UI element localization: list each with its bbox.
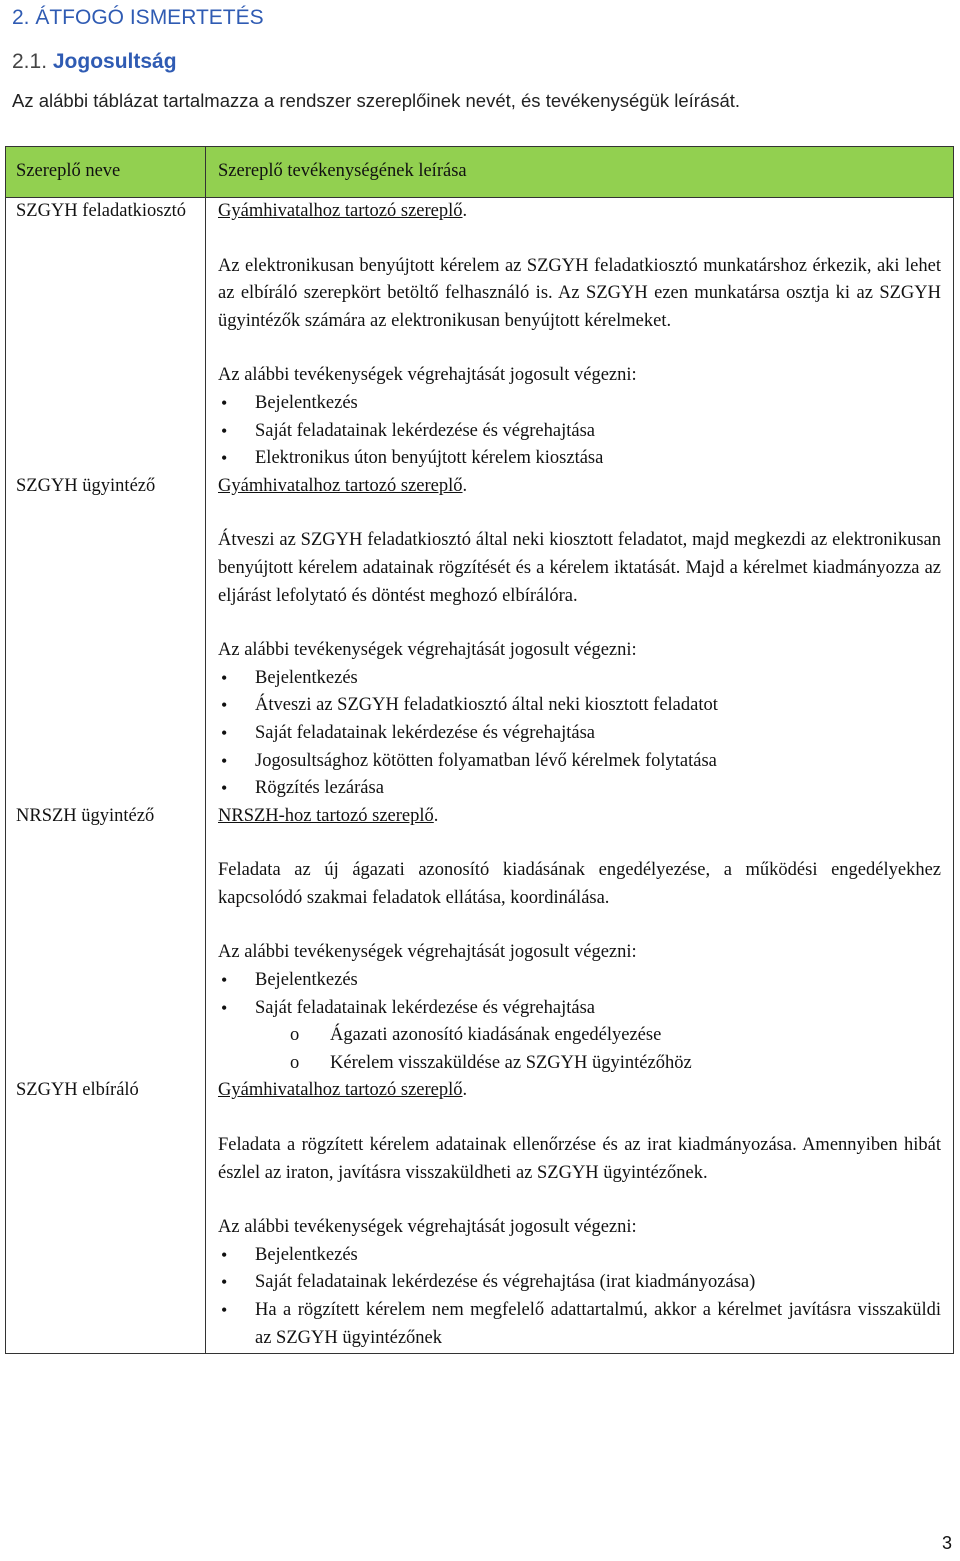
subsection-heading [12,50,177,74]
list-intro: Az alábbi tevékenységek végrehajtását jogosult végezni: [218,942,637,963]
role-name-cell: SZGYH feladatkiosztó [6,198,206,473]
list-item: • Saját feladatainak lekérdezése és végrehajtása [218,995,941,1023]
list-intro: Az alábbi tevékenységek végrehajtását jogosult végezni: [218,365,637,386]
list-item: • Saját feladatainak lekérdezése és végrehajtása [218,418,941,446]
role-desc-cell: Gyámhivatalhoz tartozó szereplő. Feladata a rögzített kérelem adatainak ellenőrzése és az irat kiadmányozása. Amennyiben hibát észlel az iraton, javításra visszaküldheti az SZGYH ügyintézőnek. Az alábbi tevékenységek végrehajtását jogosult végezni: • Bejelentkezés • Saját feladatainak lekérdezése és végrehajtása (irat kiadmányozása) • Ha a rögzített kérelem nem megfelelő adattartalmú, akkor a kérelmet javításra visszaküldi az SZGYH ügyintézőnek [206,1077,954,1353]
role-affiliation: Gyámhivatalhoz tartozó szereplő [218,1080,463,1101]
role-name-cell: SZGYH elbíráló [6,1077,206,1353]
list-item: • Elektronikus úton benyújtott kérelem kiosztása [218,445,941,473]
list-item: • Bejelentkezés [218,967,941,995]
list-item: • Átveszi az SZGYH feladatkiosztó által neki kiosztott feladatot [218,692,941,720]
page-number: 3 [941,1533,952,1553]
header-desc: Szereplő tevékenységének leírása [206,147,954,198]
list-intro: Az alábbi tevékenységek végrehajtását jogosult végezni: [218,1217,637,1238]
list-item: • Rögzítés lezárása [218,775,941,803]
role-desc-cell: Gyámhivatalhoz tartozó szereplő. Az elektronikusan benyújtott kérelem az SZGYH feladatkiosztó munkatárshoz érkezik, aki lehet az elbíráló szerepkört betöltő felhasználó is. Az SZGYH ezen munkatársa osztja ki az SZGYH ügyintézők számára az elektronikusan benyújtott kérelmeket. Az alábbi tevékenységek végrehajtását jogosult végezni: • Bejelentkezés • Saját feladatainak lekérdezése és végrehajtása • Elektronikus úton benyújtott kérelem kiosztása [206,198,954,473]
activity-list [218,390,941,473]
table-row [6,1077,954,1353]
role-name-cell: NRSZH ügyintéző [6,803,206,1078]
header-name: Szereplő neve [6,147,206,198]
list-item: • Saját feladatainak lekérdezése és végrehajtása (irat kiadmányozása) [218,1269,941,1297]
role-desc-cell: NRSZH-hoz tartozó szereplő. Feladata az új ágazati azonosító kiadásának engedélyezése, a működési engedélyekhez kapcsolódó szakmai feladatok ellátása, koordinálása. Az alábbi tevékenységek végrehajtását jogosult végezni: • Bejelentkezés • Saját feladatainak lekérdezése és végrehajtása o Ágazati azonosító kiadásának engedélyezése o Kérelem visszaküldése az SZGYH ügyintézőhöz [206,803,954,1078]
roles-table [5,146,954,1354]
activity-list [218,967,941,1022]
role-affiliation: Gyámhivatalhoz tartozó szereplő [218,201,463,221]
list-item: • Bejelentkezés [218,1242,941,1270]
role-name-cell: SZGYH ügyintéző [6,473,206,803]
table-row [6,473,954,803]
role-desc-cell: Gyámhivatalhoz tartozó szereplő. Átveszi az SZGYH feladatkiosztó által neki kiosztott feladatot, majd megkezdi az elektronikusan benyújtott kérelem adatainak rögzítését és a kérelem iktatását. Majd a kérelmet kiadmányozza az eljárást lefolytató és döntést meghozó elbírálóra. Az alábbi tevékenységek végrehajtását jogosult végezni: • Bejelentkezés • Átveszi az SZGYH feladatkiosztó által neki kiosztott feladatot • Saját feladatainak lekérdezése és végrehajtása • Jogosultsághoz kötötten folyamatban lévő kérelmek folytatása • Rögzítés lezárása [206,473,954,803]
activity-list [218,665,941,803]
list-item: • Bejelentkezés [218,390,941,418]
list-item: • Ha a rögzített kérelem nem megfelelő adattartalmú, akkor a kérelmet javításra visszaküldi az SZGYH ügyintézőnek [218,1297,941,1352]
subsection-number: 2.1. [12,50,48,73]
list-item: • Jogosultsághoz kötötten folyamatban lévő kérelmek folytatása [218,748,941,776]
list-item: • Saját feladatainak lekérdezése és végrehajtása [218,720,941,748]
role-description: Feladata a rögzített kérelem adatainak ellenőrzése és az irat kiadmányozása. Amennyiben hibát észlel az iraton, javításra visszaküldheti az SZGYH ügyintézőnek. [218,1135,941,1183]
table-row [6,803,954,1078]
role-affiliation: NRSZH-hoz tartozó szereplő [218,805,434,826]
list-intro: Az alábbi tevékenységek végrehajtását jogosult végezni: [218,640,637,661]
activity-sublist [218,1022,941,1077]
role-affiliation: Gyámhivatalhoz tartozó szereplő [218,475,463,496]
section-heading: 2. ÁTFOGÓ ISMERTETÉS [12,6,264,29]
role-description: Az elektronikusan benyújtott kérelem az SZGYH feladatkiosztó munkatárshoz érkezik, aki lehet az elbíráló szerepkört betöltő felhasználó is. Az SZGYH ezen munkatársa osztja ki az SZGYH ügyintézők számára az elektronikusan benyújtott kérelmeket. [218,255,941,331]
activity-list [218,1242,941,1352]
subsection-title: Jogosultság [52,50,177,73]
role-description: Feladata az új ágazati azonosító kiadásának engedélyezése, a működési engedélyekhez kapcsolódó szakmai feladatok ellátása, koordinálása. [218,860,941,908]
sub-list-item: o Kérelem visszaküldése az SZGYH ügyintézőhöz [218,1050,941,1078]
list-item: • Bejelentkezés [218,665,941,693]
table-row [6,198,954,473]
sub-list-item: o Ágazati azonosító kiadásának engedélyezése [218,1022,941,1050]
table-header-row [6,147,954,198]
role-description: Átveszi az SZGYH feladatkiosztó által neki kiosztott feladatot, majd megkezdi az elektronikusan benyújtott kérelem adatainak rögzítését és a kérelem iktatását. Majd a kérelmet kiadmányozza az eljárást lefolytató és döntést meghozó elbírálóra. [218,530,941,606]
intro-paragraph: Az alábbi táblázat tartalmazza a rendszer szereplőinek nevét, és tevékenységük leírását. [12,90,741,111]
